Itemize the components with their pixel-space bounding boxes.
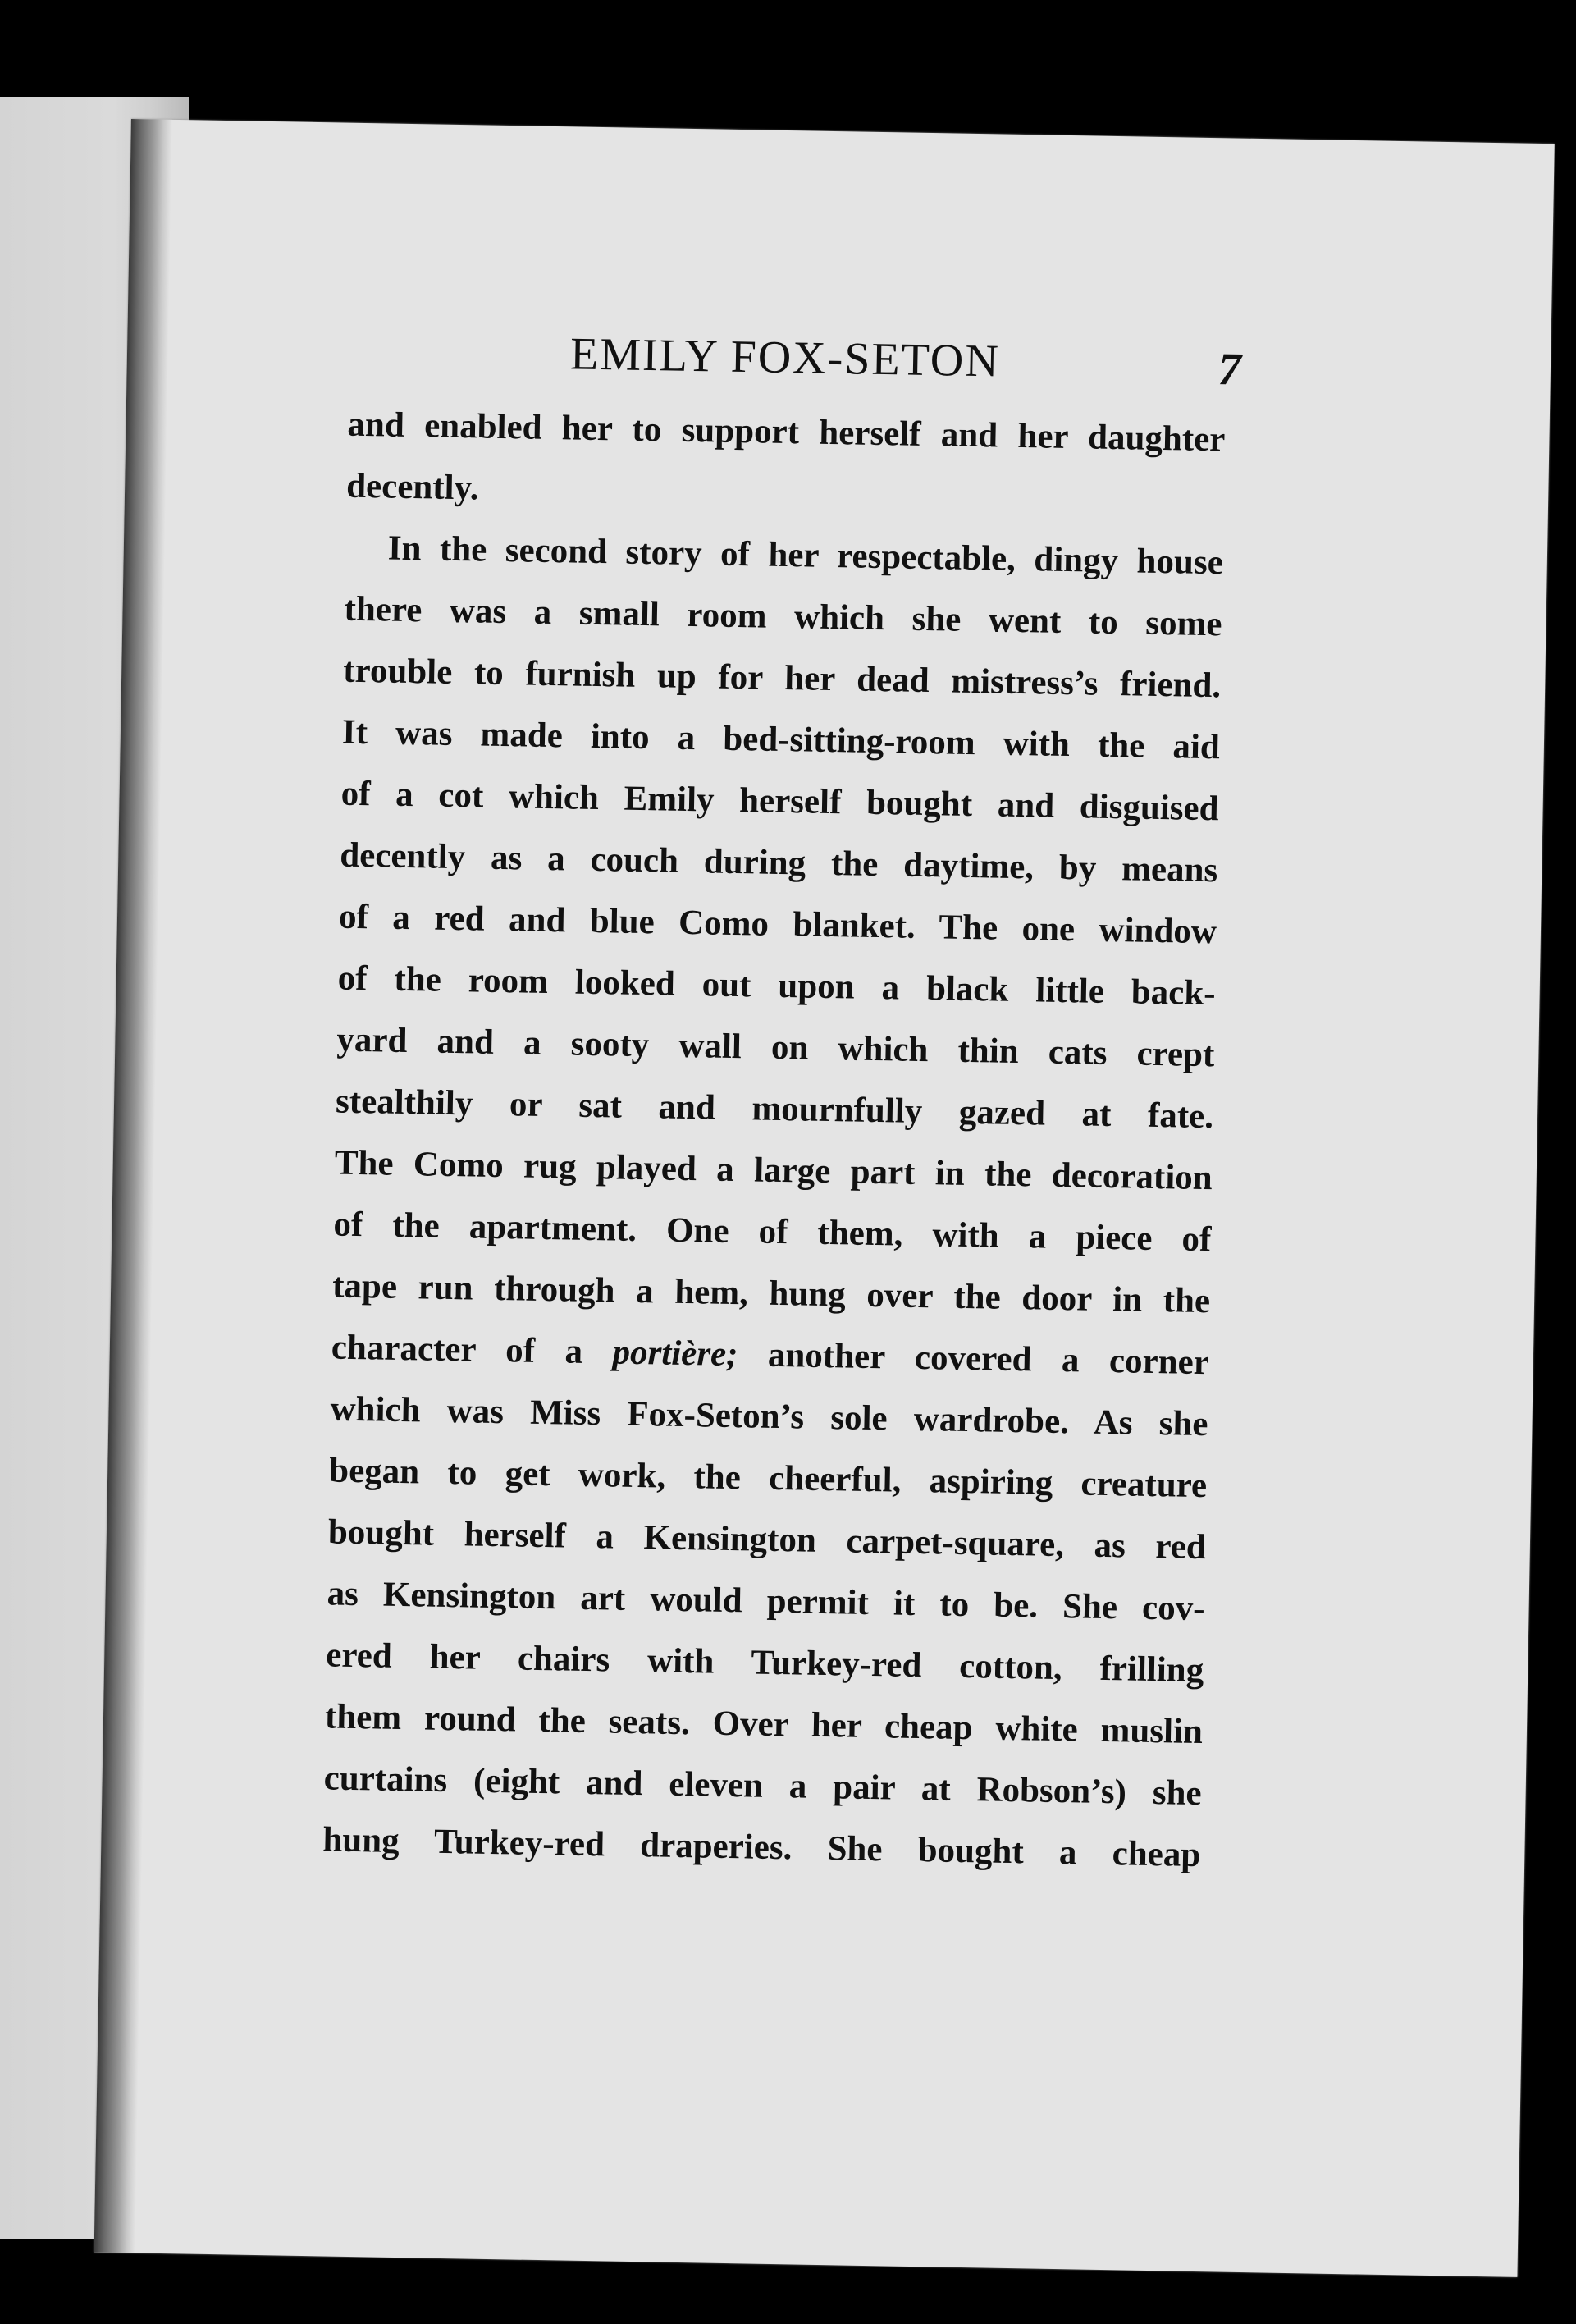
text-line: curtains (eight and eleven a pair at Robson’s) she: [323, 1759, 1202, 1814]
body-text: [322, 394, 1226, 1886]
text-line: trouble to furnish up for her dead mistress’s friend.: [342, 651, 1222, 706]
book-page: [94, 119, 1555, 2277]
text-line: tape run through a hem, hung over the door in the: [331, 1266, 1211, 1321]
text-line: It was made into a bed-sitting-room with the aid: [341, 712, 1221, 767]
text-line: which was Miss Fox-Seton’s sole wardrobe. As she: [330, 1389, 1208, 1444]
text-line: The Como rug played a large part in the decoration: [334, 1143, 1213, 1198]
text-line: of the room looked out upon a black little back-: [337, 958, 1217, 1013]
text-line: began to get work, the cheerful, aspiring creature: [328, 1451, 1208, 1506]
text-line: of the apartment. One of them, with a piece of: [333, 1205, 1212, 1260]
text-line: decently.: [345, 466, 479, 508]
text-line: of a red and blue Como blanket. The one window: [338, 897, 1217, 952]
text-line: of a cot which Emily herself bought and disguised: [340, 774, 1219, 829]
text-line: bought herself a Kensington carpet-square, as red: [327, 1512, 1207, 1567]
text-line: them round the seats. Over her cheap white muslin: [324, 1697, 1204, 1752]
running-head: EMILY FOX-SETON: [569, 328, 1001, 387]
italic-word: portière;: [612, 1333, 738, 1375]
text-line: and enabled her to support herself and her daughter: [347, 405, 1226, 460]
text-line: In the second story of her respectable, dingy house: [387, 528, 1224, 583]
text-line: there was a small room which she went to some: [344, 589, 1222, 644]
text-line-part: character of a: [331, 1328, 583, 1371]
text-line: yard and a sooty wall on which thin cats crept: [336, 1020, 1215, 1075]
text-line: ered her chairs with Turkey-red cotton, frilling: [325, 1635, 1204, 1690]
text-line: stealthily or sat and mournfully gazed at fate.: [335, 1082, 1214, 1137]
text-line-part: another covered a corner: [767, 1335, 1210, 1383]
text-line: as Kensington art would permit it to be. She cov-: [327, 1574, 1205, 1629]
text-line: hung Turkey-red draperies. She bought a cheap: [322, 1820, 1201, 1875]
text-line: decently as a couch during the daytime, by means: [339, 835, 1218, 890]
page-number: 7: [1217, 344, 1242, 396]
